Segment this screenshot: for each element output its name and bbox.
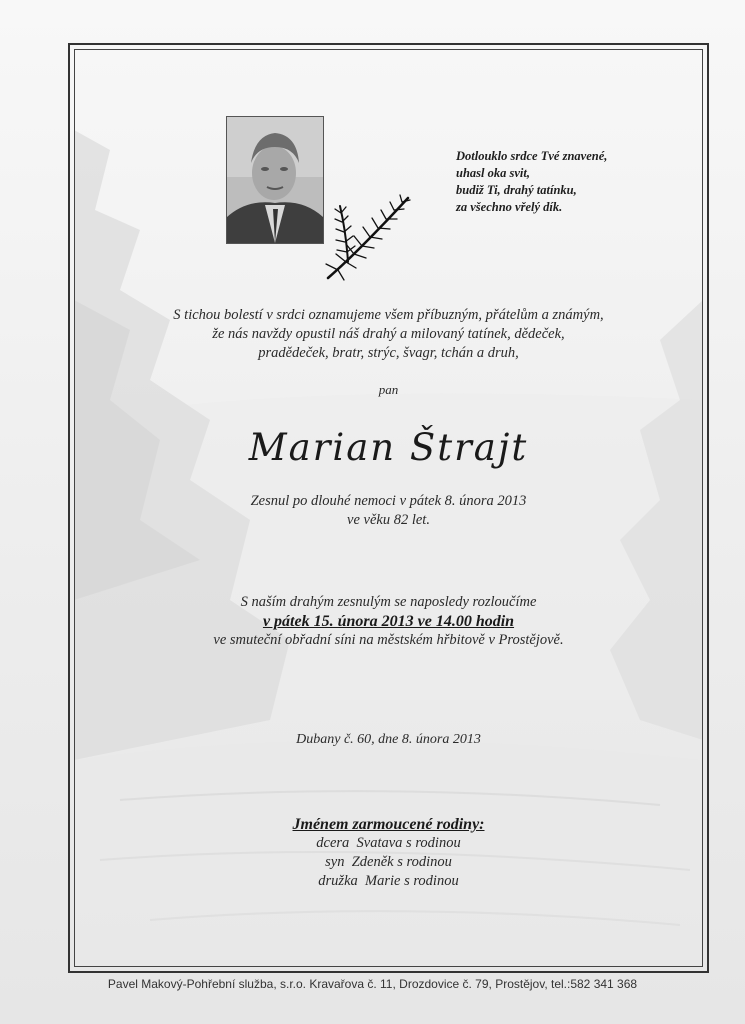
portrait-photo [226, 116, 324, 244]
announcement-text [74, 306, 703, 363]
family-member: družka Marie s rodinou [318, 873, 459, 889]
funeral-intro: S naším drahým zesnulým se naposledy rozloučíme [240, 594, 537, 610]
poem-line: budiž Ti, drahý tatínku, [456, 183, 577, 197]
family-member: syn Zdeněk s rodinou [325, 854, 452, 870]
death-date: Zesnul po dlouhé nemoci v pátek 8. února 2013 [250, 493, 527, 509]
announcement-line: S tichou bolestí v srdci oznamujeme všem příbuzným, přátelům a známým, [173, 307, 604, 323]
honorific: pan [378, 382, 399, 397]
poem [456, 148, 656, 216]
family-section [74, 815, 703, 891]
funeral-service-footer: Pavel Makový-Pohřební služba, s.r.o. Kravařova č. 11, Drozdovice č. 79, Prostějov, tel.:582 341 368 [107, 977, 638, 991]
family-heading: Jménem zarmoucené rodiny: [292, 816, 485, 833]
poem-line: uhasl oka svit, [456, 166, 530, 180]
funeral-info [74, 593, 703, 650]
poem-line: Dotlouklo srdce Tvé znavené, [456, 149, 608, 163]
announcement-line: pradědeček, bratr, strýc, švagr, tchán a druh, [258, 345, 519, 361]
announcement-line: že nás navždy opustil náš drahý a milovaný tatínek, dědeček, [212, 326, 565, 342]
funeral-location: ve smuteční obřadní síni na městském hřbitově v Prostějově. [213, 632, 564, 648]
funeral-datetime: v pátek 15. února 2013 ve 14.00 hodin [262, 613, 515, 630]
place-date: Dubany č. 60, dne 8. února 2013 [296, 732, 481, 747]
death-age: ve věku 82 let. [347, 512, 430, 528]
fir-branch-icon [318, 192, 414, 284]
death-info [74, 492, 703, 530]
deceased-name: Marian Štrajt [248, 426, 529, 469]
poem-line: za všechno vřelý dík. [456, 200, 563, 214]
family-member: dcera Svatava s rodinou [316, 835, 461, 851]
